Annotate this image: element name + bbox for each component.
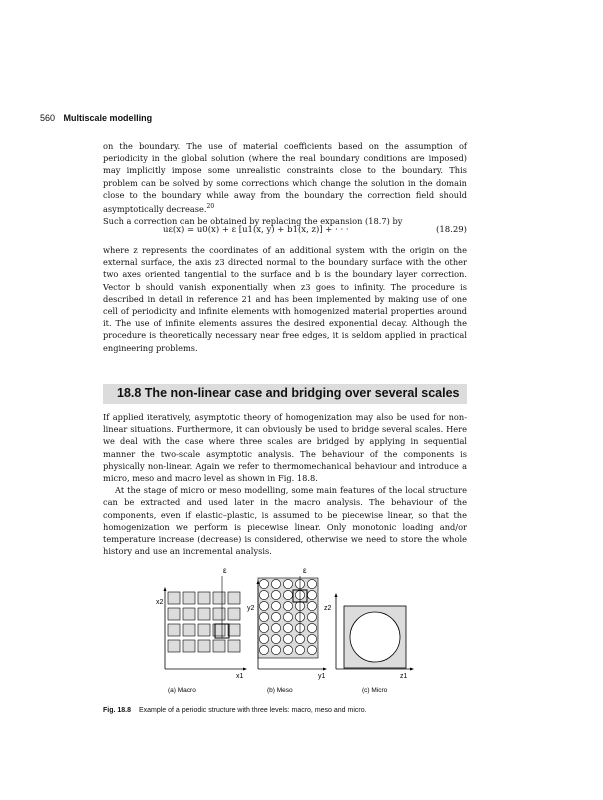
meso-inclusion <box>271 645 280 654</box>
meso-panel <box>247 566 327 694</box>
macro-cell <box>228 592 240 604</box>
meso-inclusion <box>283 645 292 654</box>
meso-inclusion <box>295 645 304 654</box>
macro-cell <box>198 624 210 636</box>
section-heading-bar <box>103 384 467 404</box>
macro-x2-label: x2 <box>156 599 164 606</box>
macro-cell <box>213 640 225 652</box>
meso-inclusion <box>283 634 292 643</box>
meso-caption: (b) Meso <box>267 687 293 694</box>
meso-x-arrow <box>323 668 327 671</box>
meso-inclusion <box>283 579 292 588</box>
meso-inclusion <box>271 612 280 621</box>
macro-panel <box>156 566 247 694</box>
macro-cell <box>198 592 210 604</box>
micro-z1-label: z1 <box>400 673 408 680</box>
meso-inclusion <box>283 601 292 610</box>
meso-inclusion <box>259 601 268 610</box>
meso-inclusion <box>259 590 268 599</box>
micro-y-arrow <box>335 593 338 597</box>
macro-cell <box>168 608 180 620</box>
meso-inclusion <box>307 601 316 610</box>
macro-cell <box>183 592 195 604</box>
paragraph-1-tail: Such a correction can be obtained by replacing the expansion (18.7) by <box>103 215 403 226</box>
macro-cell <box>168 640 180 652</box>
meso-inclusion <box>271 601 280 610</box>
figure-18-8 <box>150 562 430 698</box>
meso-inclusion <box>307 579 316 588</box>
macro-cell <box>213 608 225 620</box>
macro-cell <box>168 624 180 636</box>
macro-grid <box>168 592 240 652</box>
page-number: 560 <box>40 113 56 123</box>
macro-y-arrow <box>164 587 167 591</box>
macro-cell <box>198 608 210 620</box>
macro-cell <box>228 624 240 636</box>
macro-cell <box>183 608 195 620</box>
equation-body: uε(x) = u0(x) + ε [u1(x, y) + b1(x, z)] + · · · <box>163 225 349 235</box>
paragraph-boundary-layer <box>103 244 467 354</box>
meso-inclusion <box>259 623 268 632</box>
micro-caption: (c) Micro <box>362 687 388 694</box>
equation-number: (18.29) <box>436 225 467 235</box>
macro-cell <box>183 640 195 652</box>
macro-caption: (a) Macro <box>168 687 196 694</box>
paragraph-4-text: At the stage of micro or meso modelling, some main features of the local structure can be extracted and used later in the macro analysis. The behaviour of the components, even if elastic–plastic, is assumed to be piecewise linear, so that the homogenization we perform is piecewise linear. Only monotonic loading and/or temperature increase (decrease) is considered, otherwise we need to store the whole history and use an incremental analysis. <box>103 485 467 557</box>
meso-inclusion <box>271 634 280 643</box>
meso-inclusion <box>283 623 292 632</box>
section-body <box>103 411 467 557</box>
figure-svg <box>150 562 430 698</box>
micro-z2-label: z2 <box>324 605 332 612</box>
macro-cell <box>168 592 180 604</box>
paragraph-2-text: where z represents the coordinates of an additional system with the origin on the external surface, the axis z3 directed normal to the boundary surface with the other two axes oriented tangential to the surface and b is the boundary layer correction. Vector b should vanish exponentially when z3 goes to infinity. The procedure is described in detail in reference 21 and has been implemented by making use of one cell of periodicity and infinite elements with homogenized material properties around it. The use of infinite elements assures the desired exponential decay. Although the procedure is theoretically necessary near free edges, it is seldom applied in practical engineering problems. <box>103 245 467 353</box>
paragraph-1-text: on the boundary. The use of material coefficients based on the assumption of periodicity in the global solution (where the real boundary conditions are imposed) may implicitly impose some unrealistic constraints close to the boundary. This problem can be solved by some corrections which change the solution in the domain close to the boundary while away from the boundary the correction field should asymptotically decrease. <box>103 141 467 214</box>
meso-inclusion <box>283 590 292 599</box>
macro-epsilon-label: ε <box>223 566 227 575</box>
meso-inclusion <box>259 634 268 643</box>
macro-cell <box>228 608 240 620</box>
macro-cell <box>198 640 210 652</box>
meso-inclusion <box>307 590 316 599</box>
meso-inclusion <box>307 634 316 643</box>
meso-inclusion <box>259 612 268 621</box>
meso-inclusion <box>259 645 268 654</box>
running-head <box>40 113 152 123</box>
figure-caption-label: Fig. 18.8 <box>103 707 132 714</box>
micro-inclusion <box>350 612 400 662</box>
meso-inclusion <box>283 612 292 621</box>
meso-inclusion <box>271 623 280 632</box>
meso-y2-label: y2 <box>247 605 255 612</box>
chapter-title: Multiscale modelling <box>63 113 153 123</box>
meso-epsilon-label: ε <box>303 566 307 575</box>
meso-inclusion <box>259 579 268 588</box>
macro-x-arrow <box>243 668 247 671</box>
micro-x-arrow <box>410 668 414 671</box>
meso-inclusion <box>307 623 316 632</box>
macro-cell <box>183 624 195 636</box>
reference-superscript: 20 <box>206 203 215 211</box>
meso-inclusion <box>271 590 280 599</box>
meso-inclusion <box>271 579 280 588</box>
equation-18-29 <box>103 225 467 239</box>
macro-x1-label: x1 <box>236 673 244 680</box>
meso-inclusion <box>307 645 316 654</box>
meso-y1-label: y1 <box>318 673 326 680</box>
figure-caption <box>103 707 367 714</box>
meso-inclusion <box>307 612 316 621</box>
macro-cell <box>213 592 225 604</box>
micro-panel <box>324 593 414 694</box>
paragraph-boundary-correction <box>103 140 467 227</box>
section-title: 18.8 The non-linear case and bridging over several scales <box>117 386 460 400</box>
paragraph-3-text: If applied iteratively, asymptotic theory of homogenization may also be used for non-linear situations. Furthermore, it can obviously be used to bridge several scales. Here we deal with the case where three scales are bridged by applying in sequential manner the two-scale asymptotic analysis. The behaviour of the components is physically non-linear. Again we refer to thermomechanical behaviour and introduce a micro, meso and macro level as shown in Fig. 18.8. <box>103 412 467 484</box>
figure-caption-text: Example of a periodic structure with three levels: macro, meso and micro. <box>138 707 367 714</box>
macro-cell <box>228 640 240 652</box>
